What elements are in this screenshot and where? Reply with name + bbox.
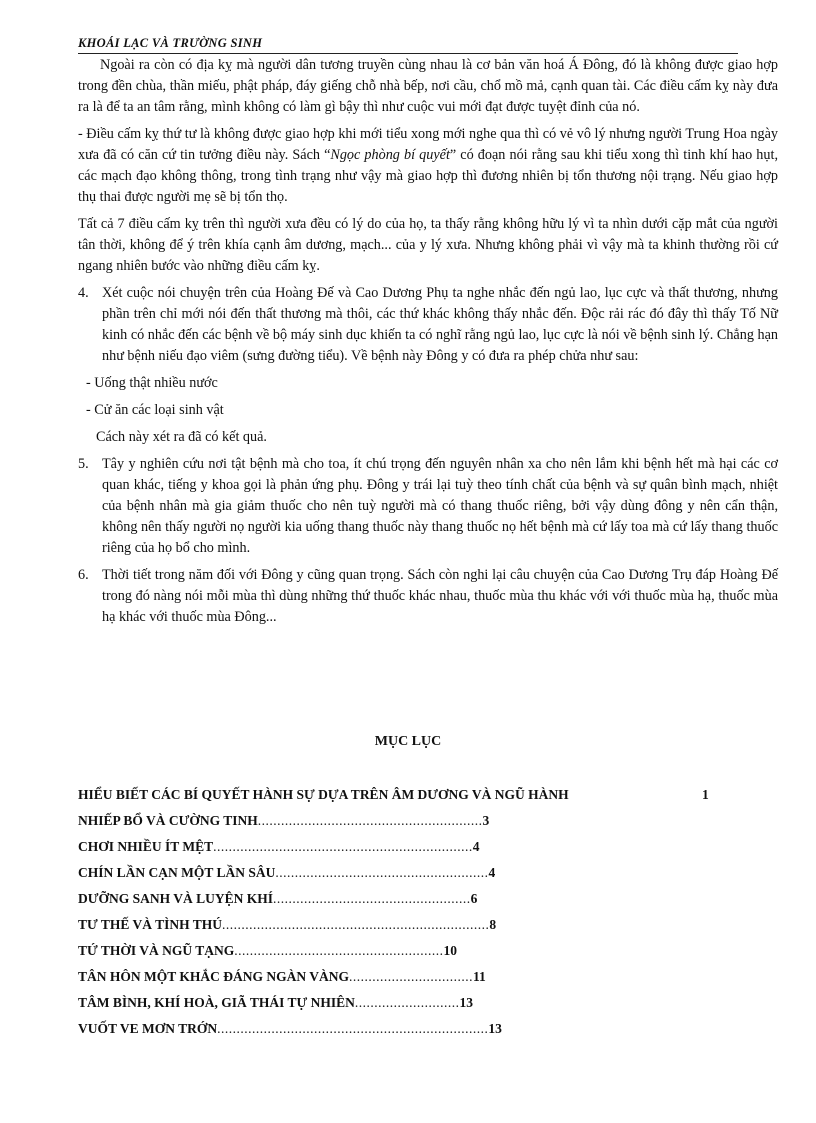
list-number: 5. [78,456,89,472]
table-of-contents [78,787,709,1047]
list-item [78,454,778,559]
toc-entry[interactable] [78,839,638,865]
toc-entry[interactable] [78,865,638,891]
toc-entry-dots: ................................................... [273,891,471,906]
toc-entry-dots: ................................................................... [213,839,473,854]
toc-entry-dots: .......................................................... [257,813,483,828]
toc-entry[interactable] [78,917,638,943]
toc-entry-title: DƯỠNG SANH VÀ LUYỆN KHÍ [78,891,274,906]
paragraph [78,124,778,208]
toc-entry-dots: ....................................................... [275,865,489,880]
list-item-text: Tây y nghiên cứu nơi tật bệnh mà cho toa, ít chú trọng đến nguyên nhân xa cho nên lắm khi bệnh hết mà hại các cơ quan khác, tiếng y khoa gọi là phản ứng phụ. Đông y trái lại tuỳ theo tính chất của bệnh và sự quân bình mạch, nhiệt của bệnh nhân mà gia giảm thuốc cho nên tuỳ người mà có thang thuốc riêng, bởi vậy dùng đông y nên cẩn thận, không nên thấy người nọ người kia uống thang thuốc này thang thuốc nọ hết bệnh mà cứ lấy toa mà cứ lấy thang thuốc riêng của họ bổ cho mình. [102,456,778,556]
toc-entry[interactable] [78,813,638,839]
toc-entry-title: CHƠI NHIỀU ÍT MỆT [78,839,214,854]
toc-entry[interactable] [78,1021,638,1047]
toc-entry-page: 3 [482,813,490,828]
toc-entry-page: 6 [470,891,478,906]
toc-entry-title: TỨ THỜI VÀ NGŨ TẠNG [78,943,235,958]
book-title: Ngọc phòng bí quyết [330,147,450,163]
paragraph: Tất cả 7 điều cấm kỵ trên thì người xưa đều có lý do của họ, ta thấy rằng không hữu lý vì ta nhìn dưới cặp mắt của người tân thời, không để ý trên khía cạnh âm dương, mạch... của y lý xưa. Nhưng không phải vì vậy mà ta khinh thường rồi cứ ngang nhiên bước vào những điều cấm kỵ. [78,216,778,274]
toc-entry-title: TƯ THẾ VÀ TÌNH THÚ [78,917,223,932]
toc-entry-page: 11 [473,969,486,984]
sub-item: - Uống thật nhiều nước [86,375,218,391]
toc-entry[interactable] [78,995,638,1021]
paragraph-text: ” có đoạn nói rằng sau khi tiểu xong thì tinh khí hao hụt, các mạch đạo không thông, trong tình trạng như vậy mà giao hợp thì đương nhiên bị tổn thương nội trạng. Nếu giao hợp thụ thai được người mẹ sẽ bị tổn thọ. [78,147,778,205]
toc-entry-page: 4 [488,865,496,880]
toc-entry-title: CHÍN LẦN CẠN MỘT LẦN SÂU [78,865,276,880]
toc-entry-title: HIỂU BIẾT CÁC BÍ QUYẾT HÀNH SỰ DỰA TRÊN ÂM DƯƠNG VÀ NGŨ HÀNH [78,787,569,802]
toc-entry-dots: ...................................................................... [217,1021,489,1036]
list-item [78,283,778,367]
sub-item-result: Cách này xét ra đã có kết quả. [96,429,267,445]
toc-entry-dots: ...................................................... [234,943,444,958]
toc-entry[interactable] [78,891,638,917]
toc-title: MỤC LỤC [374,734,442,749]
list-item-text: Thời tiết trong năm đối với Đông y cũng quan trọng. Sách còn nghi lại câu chuyện của Cao Dương Trụ đáp Hoàng Đế trong đó nàng nói mỗi mùa thì dùng những thứ thuốc khác nhau, thuốc mùa thu khác với với thuốc mùa hạ, thuốc mùa hạ khác với thuốc mùa Đông... [102,567,778,625]
toc-entry-title: NHIẾP BỔ VÀ CƯỜNG TINH [78,813,258,828]
toc-entry-dots: ..................................................................... [222,917,490,932]
toc-entry-title: VUỐT VE MƠN TRỚN [78,1021,218,1036]
toc-entry-page: 1 [702,787,709,802]
toc-entry-dots: ................................ [349,969,474,984]
toc-entry-page: 13 [488,1021,502,1036]
paragraph-text: - Điều cấm kỵ thứ tư là không được giao hợp khi mới tiểu xong mới nghe qua thì có vẻ vô lý nhưng người Trung Hoa ngày xưa đã có căn cứ tin tưởng điều này. Sách “ [78,126,778,163]
toc-entry[interactable] [78,943,638,969]
toc-entry-page: 13 [459,995,474,1010]
list-item [78,565,778,628]
toc-entry[interactable] [78,787,709,813]
toc-entry[interactable] [78,969,638,995]
list-item-text: Xét cuộc nói chuyện trên của Hoàng Đế và Cao Dương Phụ ta nghe nhắc đến ngủ lao, lục cực và thất thương, nhưng phần trên chỉ mới nói đến thất thương mà thôi, các thứ khác không thấy nhắc đến. Độc rải rác đó đây thì thấy Tố Nữ kinh có nhắc đến các bệnh về bộ máy sinh dục khiến ta có nghĩ rằng ngủ lao, lục cực là nói về bệnh sinh lý. Chẳng hạn như bệnh niếu đạo viêm (sưng đường tiểu). Về bệnh này Đông y có đưa ra phép chửa như sau: [102,285,778,364]
toc-entry-page: 4 [472,839,480,854]
sub-item: - Cử ăn các loại sinh vật [86,402,224,418]
toc-entry-dots: ........................... [354,995,460,1010]
list-number: 4. [78,285,89,301]
toc-entry-title: TÂM BÌNH, KHÍ HOÀ, GIÃ THÁI TỰ NHIÊN [78,995,355,1010]
page-header: KHOÁI LẠC VÀ TRƯỜNG SINH [78,36,738,54]
toc-entry-page: 10 [443,943,458,958]
toc-entry-page: 8 [489,917,497,932]
page-content [78,55,778,628]
toc-entry-title: TÂN HÔN MỘT KHẮC ĐÁNG NGÀN VÀNG [78,969,350,984]
paragraph: Ngoài ra còn có địa kỵ mà người dân tương truyền cùng nhau là cơ bản văn hoá Á Đông, đó là không được giao hợp trong đền chùa, thần miếu, phật pháp, đáy giếng chỗ nhà bếp, nơi cầu, chổ mồ mả, cạnh quan tài. Các điều cấm kỵ này đưa ra là để ta an tâm rằng, mình không có làm gì bậy thì như cuộc vui mới đạt được tuyệt đỉnh của nó. [78,57,778,115]
list-number: 6. [78,567,89,583]
